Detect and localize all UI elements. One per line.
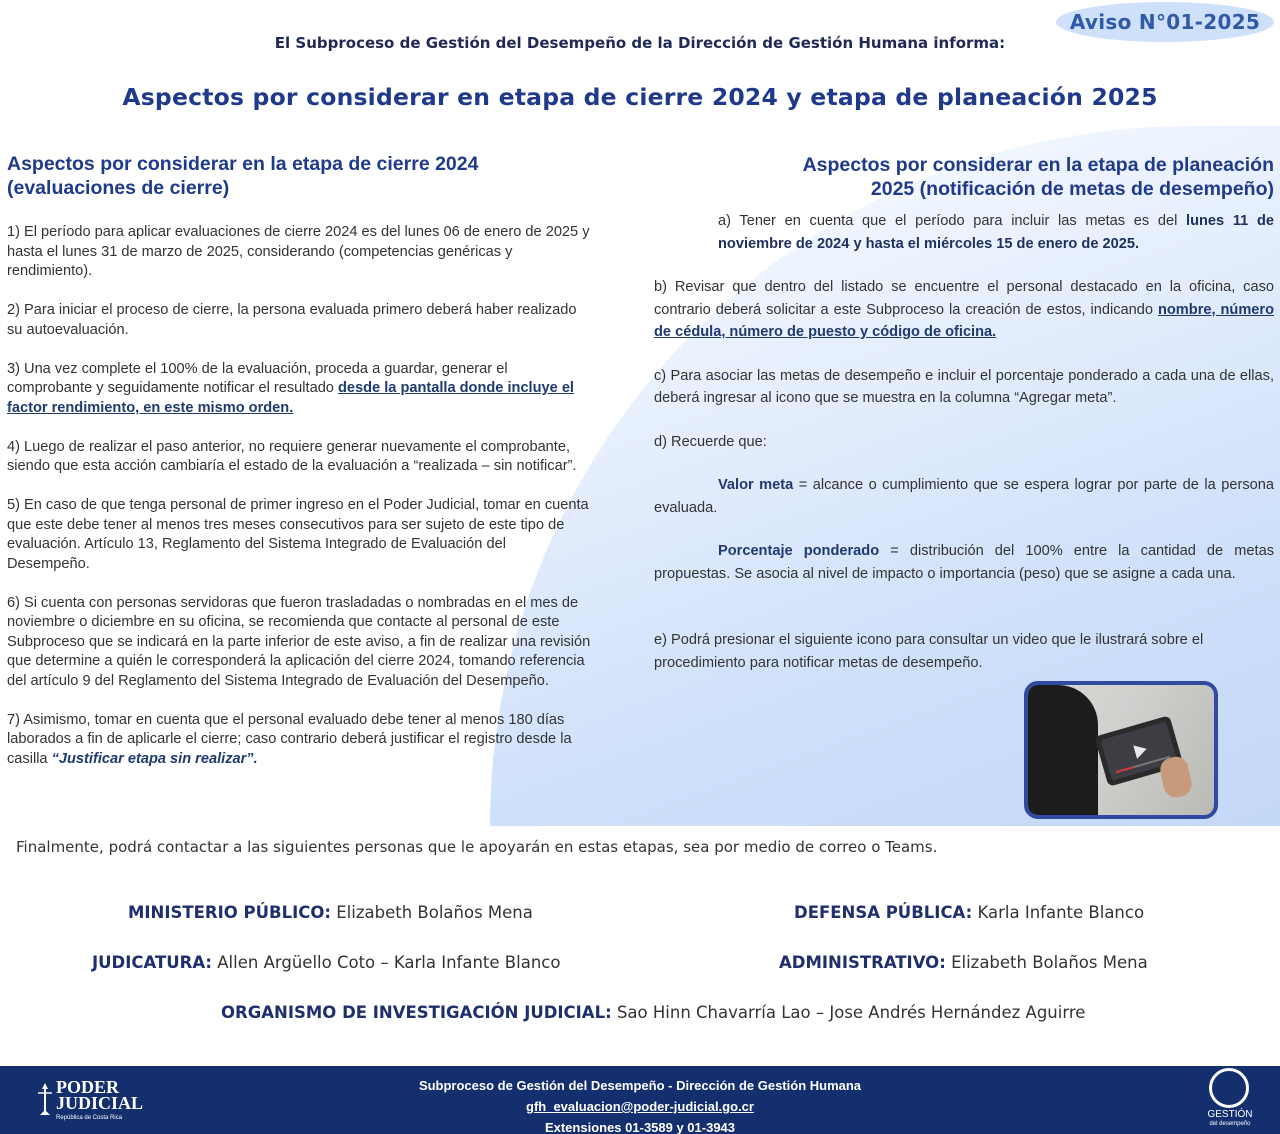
- contact-ministerio-publico: MINISTERIO PÚBLICO: Elizabeth Bolaños Mena: [128, 903, 533, 922]
- closing-item-1: 1) El período para aplicar evaluaciones de cierre 2024 es del lunes 06 de enero de 2025 y hasta el lunes 31 de marzo de 2025, considerando (competencias genéricas y rendimiento).: [7, 224, 590, 279]
- planning-item-a-emphasis: lunes 11 de noviembre de 2024 y hasta el miércoles 15 de enero de 2025.: [718, 213, 1274, 252]
- footer-office-line: Subproceso de Gestión del Desempeño - Dirección de Gestión Humana: [418, 1078, 862, 1093]
- planning-item-e: e) Podrá presionar el siguiente icono para consultar un video que le ilustrará sobre el procedimiento para notificar metas de desempeño.: [654, 632, 1204, 671]
- closing-item-7: 7) Asimismo, tomar en cuenta que el personal evaluado debe tener al menos 180 días laborados a fin de aplicarle el cierre; caso contrario deberá justificar el registro desde la casilla “Justificar etapa sin realizar”.: [7, 711, 572, 767]
- planning-item-c: c) Para asociar las metas de desempeño e incluir el porcentaje ponderado a cada una de ellas, deberá ingresar al icono que se muestra en la columna “Agregar meta”.: [654, 367, 1274, 406]
- footer-email-link[interactable]: gfh_evaluacion@poder-judicial.go.cr: [526, 1099, 754, 1114]
- footer: [0, 1066, 1280, 1134]
- poder-judicial-logo: PODER JUDICIAL República de Costa Rica: [36, 1075, 136, 1127]
- definition-term: Valor meta: [718, 477, 794, 493]
- closing-item-7-emphasis: “Justificar etapa sin realizar”.: [51, 750, 258, 767]
- planning-stage-title: [654, 153, 1274, 201]
- contact-judicatura: JUDICATURA: Allen Argüello Coto – Karla Infante Blanco: [92, 953, 561, 972]
- hand-image: [1158, 755, 1194, 800]
- contact-defensa-publica: DEFENSA PÚBLICA: Karla Infante Blanco: [794, 903, 1145, 922]
- informant-line: El Subproceso de Gestión del Desempeño de la Dirección de Gestión Humana informa:: [274, 34, 1006, 52]
- gestion-logo-circle-icon: [1209, 1068, 1249, 1108]
- planning-stage-section: [654, 153, 1274, 674]
- definition-valor-meta: Valor meta = alcance o cumplimiento que se espera lograr por parte de la persona evaluada.: [654, 477, 1274, 516]
- planning-stage-title-line2: 2025 (notificación de metas de desempeño): [870, 178, 1274, 200]
- gestion-desempeno-logo: GESTIÓN del desempeño: [1200, 1068, 1260, 1132]
- closing-stage-title: [7, 152, 592, 200]
- contact-oij: ORGANISMO DE INVESTIGACIÓN JUDICIAL: Sao Hinn Chavarría Lao – Jose Andrés Hernández Aguirre: [221, 1003, 1086, 1022]
- closing-text: Finalmente, podrá contactar a las siguientes personas que le apoyarán en estas etapas, sea por medio de correo o Teams.: [16, 838, 938, 856]
- page-title: Aspectos por considerar en etapa de cierre 2024 y etapa de planeación 2025: [122, 83, 1158, 111]
- planning-item-b: b) Revisar que dentro del listado se encuentre el personal destacado en la oficina, caso contrario deberá solicitar a este Subproceso la creación de estos, indicando nombre, número de cédula, número de puesto y código de oficina.: [654, 279, 1275, 340]
- notice-badge: Aviso N°01-2025: [1056, 2, 1274, 42]
- closing-stage-section: [7, 152, 592, 789]
- footer-extensions: Extensiones 01-3589 y 01-3943: [544, 1120, 736, 1134]
- contact-administrativo: ADMINISTRATIVO: Elizabeth Bolaños Mena: [779, 953, 1148, 972]
- closing-item-4: 4) Luego de realizar el paso anterior, no requiere generar nuevamente el comprobante, siendo que esta acción cambiaría el estado de la evaluación a “realizada – sin notificar”.: [7, 438, 577, 474]
- play-icon: [1133, 742, 1148, 759]
- closing-item-3-emphasis: desde la pantalla donde incluye el factor rendimiento, en este mismo orden.: [7, 380, 574, 416]
- planning-item-b-emphasis: nombre, número de cédula, número de puesto y código de oficina.: [654, 301, 1275, 340]
- planning-stage-title-line1: Aspectos por considerar en la etapa de planeación: [802, 154, 1274, 176]
- planning-item-d: d) Recuerde que:: [654, 433, 767, 450]
- video-tutorial-button[interactable]: [1024, 681, 1218, 819]
- closing-item-6: 6) Si cuenta con personas servidoras que fueron trasladadas o nombradas en el mes de noviembre o diciembre en su oficina, se recomienda que contacte al personal de este Subproceso que se indicará en la parte inferior de este aviso, a fin de realizar una revisión que determine a quién le corresponderá la aplicación del cierre 2024, tomando referencia del artículo 9 del Reglamento del Sistema Integrado de Evaluación del Desempeño.: [7, 594, 591, 689]
- closing-stage-title-line1: Aspectos por considerar en la etapa de cierre 2024: [7, 153, 479, 175]
- closing-item-5: 5) En caso de que tenga personal de primer ingreso en el Poder Judicial, tomar en cuenta que este debe tener al menos tres meses consecutivos para ser sujeto de este tipo de evaluación. Artículo 13, Reglamento del Sistema Integrado de Evaluación del Desempeño.: [7, 497, 589, 572]
- footer-contact-info: [0, 1075, 1280, 1134]
- person-silhouette: [1024, 685, 1098, 819]
- definition-term: Porcentaje ponderado: [718, 543, 880, 559]
- definition-porcentaje-ponderado: Porcentaje ponderado = distribución del 100% entre la cantidad de metas propuestas. Se asocia al nivel de impacto o importancia (peso) que se asigne a cada una.: [654, 543, 1275, 582]
- closing-item-2: 2) Para iniciar el proceso de cierre, la persona evaluada primero deberá haber realizado su autoevaluación.: [7, 302, 577, 338]
- closing-item-3: 3) Una vez complete el 100% de la evaluación, proceda a guardar, generar el comprobante y seguidamente notificar el resultado desde la pantalla donde incluye el factor rendimiento, en este mismo orden.: [7, 360, 574, 416]
- planning-item-a: a) Tener en cuenta que el período para incluir las metas es del lunes 11 de noviembre de 2024 y hasta el miércoles 15 de enero de 2025.: [718, 213, 1274, 252]
- closing-stage-title-line2: (evaluaciones de cierre): [7, 177, 230, 199]
